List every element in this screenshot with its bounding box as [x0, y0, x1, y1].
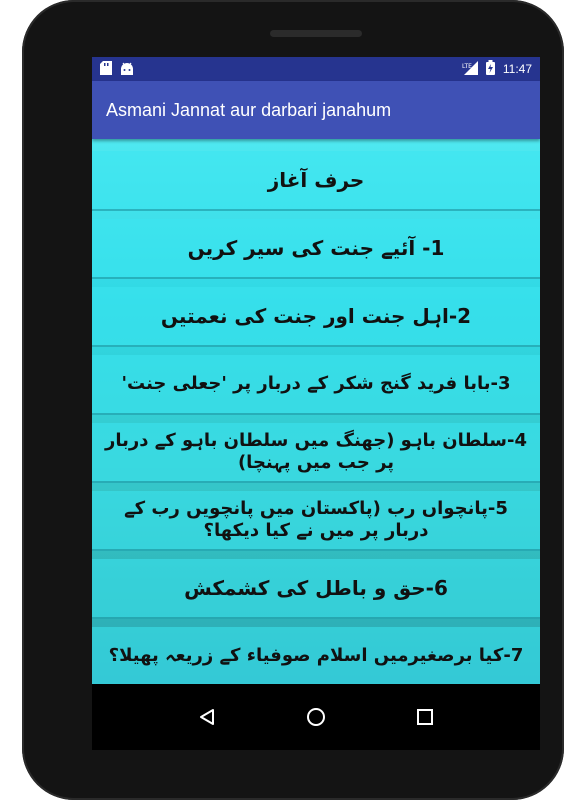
list-item[interactable] — [92, 151, 540, 211]
battery-charging-icon — [486, 60, 495, 79]
list-item[interactable] — [92, 627, 540, 684]
list-item-label: 3-بابا فرید گنج شکر کے دربار پر 'جعلی جنت' — [121, 372, 511, 394]
app-title: Asmani Jannat aur darbari janahum — [106, 99, 392, 120]
list-item-label: 1- آئیے جنت کی سیر کریں — [187, 235, 445, 260]
lte-signal-icon — [462, 60, 478, 79]
list-item[interactable] — [92, 219, 540, 279]
navigation-bar — [92, 684, 540, 750]
list-item-label: 2-اہل جنت اور جنت کی نعمتیں — [160, 303, 472, 328]
list-item[interactable] — [92, 559, 540, 619]
app-bar — [92, 81, 540, 139]
list-item-label: حرف آغاز — [267, 167, 365, 192]
list-item-label: 4-سلطان باہو (جھنگ میں سلطان باہو کے دربار پر جب میں پہنچا) — [104, 429, 528, 473]
list-item-label: 7-کیا برصغیرمیں اسلام صوفیاء کے زریعہ پھیلا؟ — [108, 644, 524, 666]
chapter-list[interactable] — [92, 139, 540, 684]
screen — [92, 57, 540, 750]
list-item-label: 5-پانچواں رب (پاکستان میں پانچویں رب کے دربار پر میں نے کیا دیکھا؟ — [124, 497, 508, 541]
svg-text:LTE: LTE — [461, 62, 472, 70]
list-item[interactable] — [92, 355, 540, 415]
list-item[interactable] — [92, 491, 540, 551]
list-item[interactable] — [92, 423, 540, 483]
earpiece-speaker — [270, 30, 362, 37]
recents-icon[interactable] — [412, 704, 438, 730]
home-icon[interactable] — [303, 704, 329, 730]
sd-card-icon — [100, 60, 112, 79]
status-bar — [92, 57, 540, 81]
list-item-label: 6-حق و باطل کی کشمکش — [184, 575, 448, 600]
status-time: 11:47 — [502, 62, 532, 76]
android-icon — [120, 60, 134, 79]
list-item[interactable] — [92, 287, 540, 347]
phone-frame — [22, 0, 564, 800]
back-icon[interactable] — [194, 704, 220, 730]
